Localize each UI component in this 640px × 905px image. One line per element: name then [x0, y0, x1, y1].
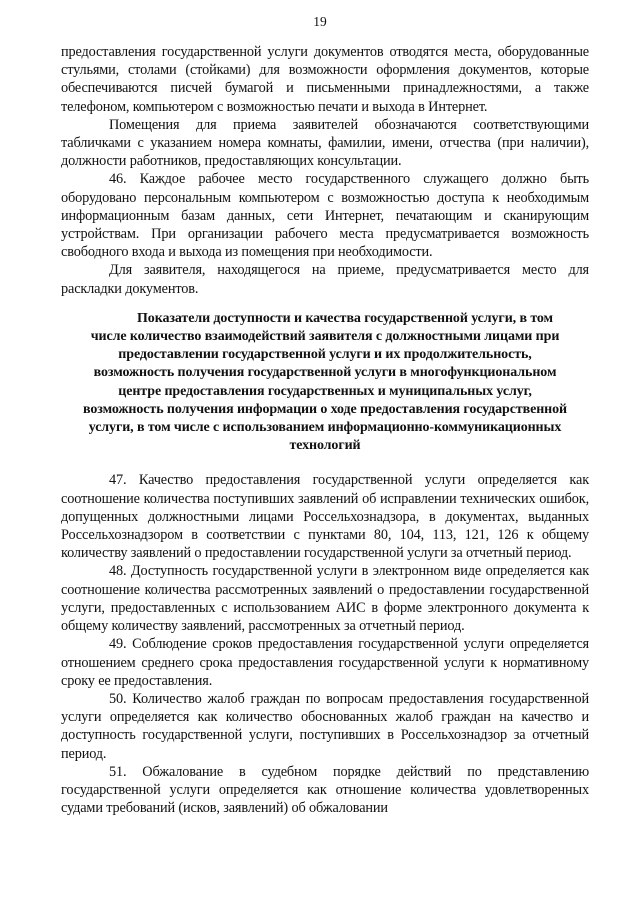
heading-line: технологий — [289, 438, 361, 454]
heading-line: возможность получения информации о ходе предоставления государственной — [82, 401, 568, 417]
heading-line: предоставлении государственной услуги и их продолжительность, — [118, 347, 532, 363]
paragraph-46: 46. Каждое рабочее место государственного служащего должно быть оборудовано персональным компьютером с возможностью доступа к необходимым информационным базам данных, сети Интернет, печатающим и сканирующим устройствам. При организации рабочего места предусматривается возможность свободного входа и выхода из помещения при необходимости. — [61, 171, 589, 261]
paragraph-50: 50. Количество жалоб граждан по вопросам предоставления государственной услуги определяется как количество обоснованных жалоб граждан на качество и доступность государственной услуги, поступивших в Россельхознадзор за отчетный период. — [61, 690, 589, 762]
heading-line: центре предоставления государственных и муниципальных услуг, — [118, 383, 532, 399]
paragraph-48: 48. Доступность государственной услуги в электронном виде определяется как соотношение количества рассмотренных заявлений о предоставлении государственной услуги, предоставленных с использованием АИС в форме электронного документа к общему количеству заявлений, рассмотренных за отчетный период. — [61, 563, 589, 635]
paragraph-49: 49. Соблюдение сроков предоставления государственной услуги определяется отношением среднего срока предоставления государственной услуги к нормативному сроку ее предоставления. — [61, 636, 589, 689]
heading-line: услуги, в том числе с использованием информационно-коммуникационных — [88, 420, 562, 436]
paragraph-51: 51. Обжалование в судебном порядке действий по представлению государственной услуги определяется как отношение количества удовлетворенных судами требований (исков, заявлений) об обжаловании — [61, 763, 589, 817]
document-body — [61, 43, 589, 817]
page-number: 19 — [313, 14, 327, 29]
paragraph-47: 47. Качество предоставления государственной услуги определяется как соотношение количества поступивших заявлений об исправлении технических ошибок, допущенных должностными лицами Россельхознадзора, в документах, выданных Россельхознадзором в соответствии с пунктами 80, 104, 113, 121, 126 к общему количеству заявлений о предоставлении государственной услуги за отчетный период. — [61, 472, 589, 562]
paragraph-premises-signage: Помещения для приема заявителей обозначаются соответствующими табличками с указанием номера комнаты, фамилии, имени, отчества (при наличии), должности работников, предоставляющих консультации. — [61, 116, 589, 170]
paragraph-continuation: предоставления государственной услуги документов отводятся места, оборудованные стульями, столами (стойками) для возможности оформления документов, которые обеспечиваются писчей бумагой и письменными принадлежностями, а также телефоном, компьютером с возможностью печати и выхода в Интернет. — [61, 44, 589, 115]
section-heading — [61, 310, 589, 456]
heading-line: Показатели доступности и качества государственной услуги, в том — [137, 310, 553, 326]
heading-line: числе количество взаимодействий заявителя с должностными лицами при — [90, 329, 560, 345]
heading-line: возможность получения государственной услуги в многофункциональном — [93, 365, 557, 381]
paragraph-applicant-place: Для заявителя, находящегося на приеме, предусматривается место для раскладки документов. — [61, 262, 589, 297]
